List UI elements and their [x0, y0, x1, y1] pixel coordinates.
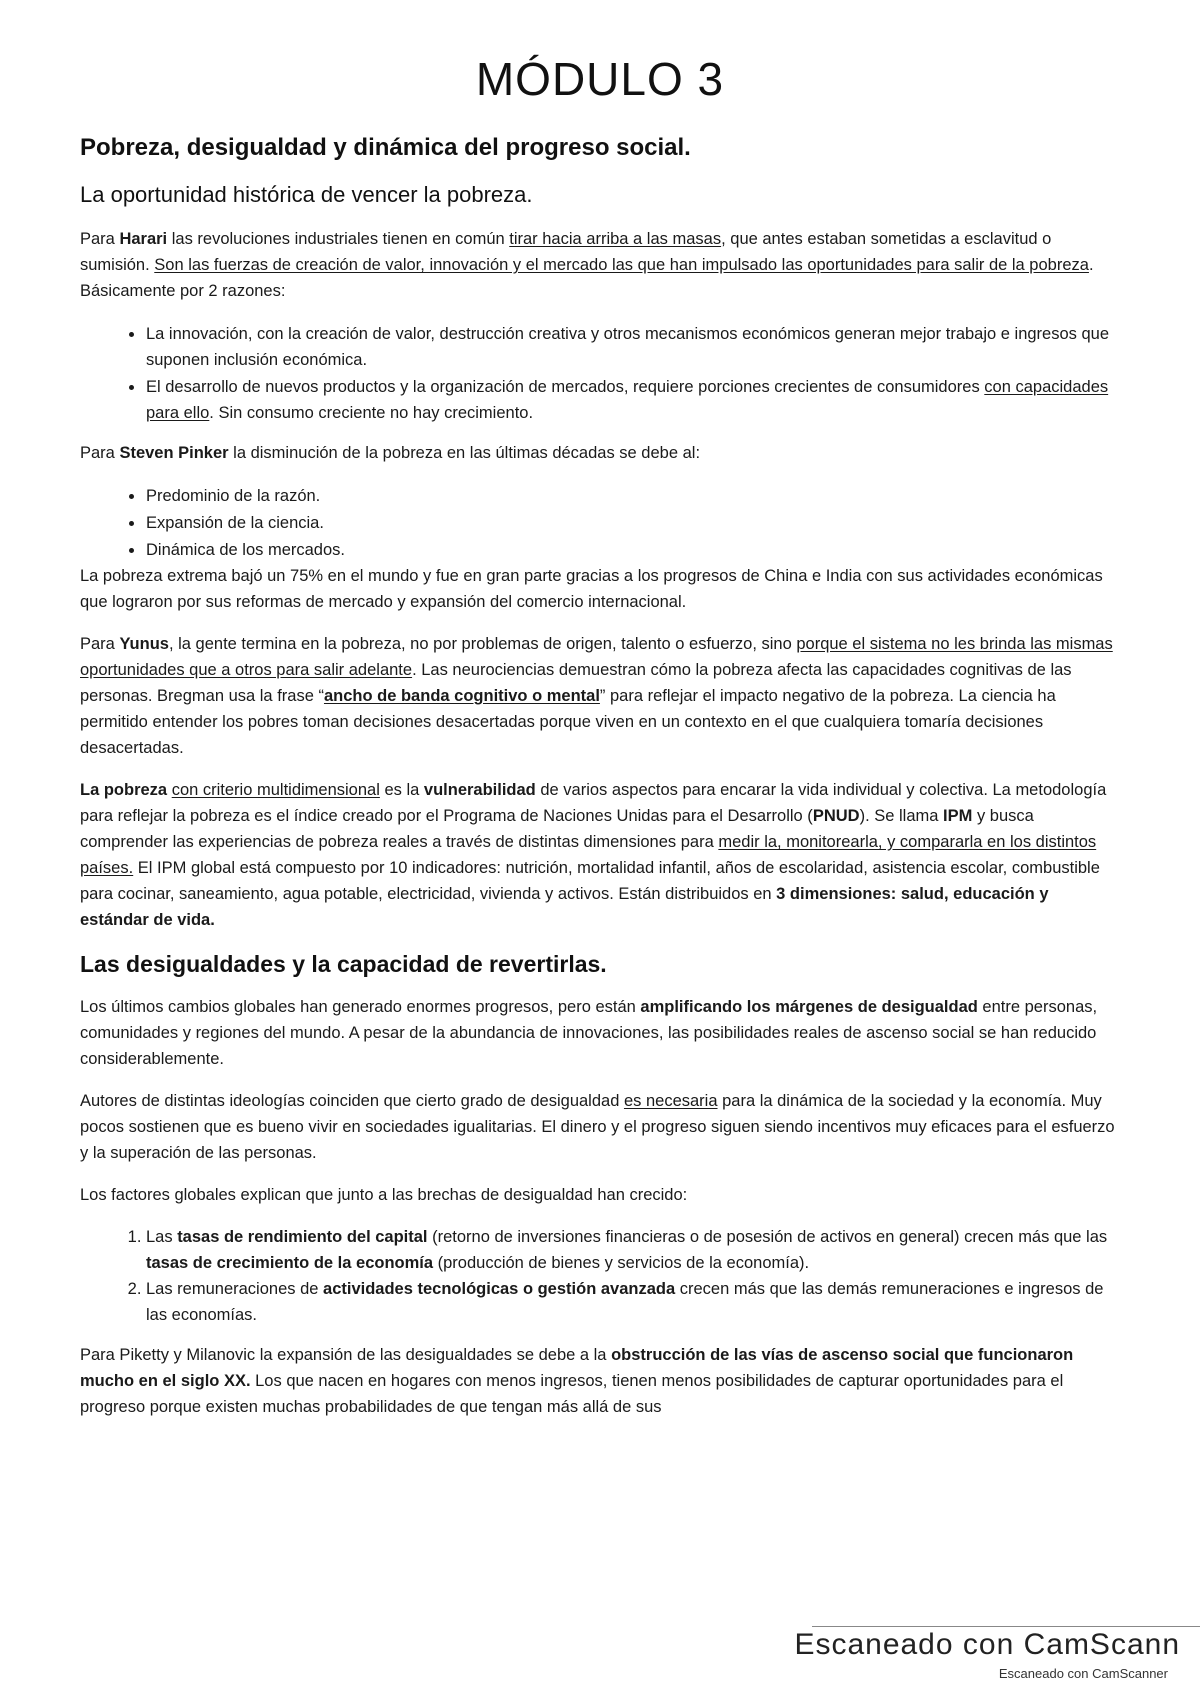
page-subtitle: Pobreza, desigualdad y dinámica del progreso social. [80, 134, 691, 161]
paragraph-multidimensional: La pobreza con criterio multidimensional es la vulnerabilidad de varios aspectos para encarar la vida individual y colectiva. La metodología para reflejar la pobreza es el índice creado por el Programa de Naciones Unidas para el Desarrollo (PNUD). Se llama IPM y busca comprender las experiencias de pobreza reales a través de distintas dimensiones para medir la, monitorearla, y compararla en los distintos países. El IPM global está compuesto por 10 indicadores: nutrición, mortalidad infantil, años de escolaridad, asistencia escolar, combustible para cocinar, saneamiento, agua potable, electricidad, vivienda y activos. Están distribuidos en 3 dimensiones: salud, educación y estándar de vida. [80, 781, 1107, 929]
document-page [80, 52, 1120, 1420]
paragraph-piketty: Para Piketty y Milanovic la expansión de las desigualdades se debe a la obstrucción de las vías de ascenso social que funcionaron mucho en el siglo XX. Los que nacen en hogares con menos ingresos, tienen menos posibilidades de capturar oportunidades para el progreso porque existen muchas probabilidades de que tengan más allá de sus [80, 1346, 1074, 1416]
paragraph-pinker: Para Steven Pinker la disminución de la pobreza en las últimas décadas se debe al: [80, 444, 701, 462]
list-item: • El desarrollo de nuevos productos y la organización de mercados, requiere porciones crecientes de consumidores con capacidades para ello. Sin consumo creciente no hay crecimiento. [146, 373, 1120, 426]
list-item: 2. Las remuneraciones de actividades tecnológicas o gestión avanzada crecen más que las demás remuneraciones e ingresos de las economías. [146, 1276, 1120, 1328]
list-item: • Dinámica de los mercados. [146, 536, 1120, 563]
paragraph-harari: Para Harari las revoluciones industriales tienen en común tirar hacia arriba a las masas, que antes estaban sometidas a esclavitud o sumisión. Son las fuerzas de creación de valor, innovación y el mercado las que han impulsado las oportunidades para salir de la pobreza. Básicamente por 2 razones: [80, 230, 1094, 300]
pinker-list [80, 482, 1120, 563]
factors-list [80, 1224, 1120, 1328]
list-item: • Predominio de la razón. [146, 482, 1120, 509]
page-title: MÓDULO 3 [475, 53, 725, 105]
section-title-1: La oportunidad histórica de vencer la pobreza. [80, 182, 533, 207]
list-item: 1. Las tasas de rendimiento del capital (retorno de inversiones financieras o de posesión de activos en general) crecen más que las tasas de crecimiento de la economía (producción de bienes y servicios de la economía). [146, 1224, 1120, 1276]
list-item: • Expansión de la ciencia. [146, 509, 1120, 536]
section-title-2: Las desigualdades y la capacidad de revertirlas. [80, 951, 607, 977]
paragraph-yunus: Para Yunus, la gente termina en la pobreza, no por problemas de origen, talento o esfuerzo, sino porque el sistema no les brinda las mismas oportunidades que a otros para salir adelante. Las neurociencias demuestran cómo la pobreza afecta las capacidades cognitivas de las personas. Bregman usa la frase “ancho de banda cognitivo o mental” para reflejar el impacto negativo de la pobreza. La ciencia ha permitido entender los pobres toman decisiones desacertadas porque viven en un contexto en el que cualquiera tomaría decisiones desacertadas. [80, 635, 1113, 757]
camscanner-watermark-small: Escaneado con CamScanner [998, 1666, 1168, 1681]
paragraph-extreme-poverty: La pobreza extrema bajó un 75% en el mundo y fue en gran parte gracias a los progresos de China e India con sus actividades económicas que lograron por sus reformas de mercado y expansión del comercio internacional. [80, 567, 1103, 611]
reasons-list [80, 320, 1120, 426]
list-item: • La innovación, con la creación de valor, destrucción creativa y otros mecanismos económicos generan mejor trabajo e ingresos que suponen inclusión económica. [146, 320, 1120, 373]
camscanner-watermark: Escaneado con CamScann [794, 1628, 1180, 1661]
footer-divider [812, 1626, 1200, 1627]
paragraph-authors: Autores de distintas ideologías coinciden que cierto grado de desigualdad es necesaria para la dinámica de la sociedad y la economía. Muy pocos sostienen que es bueno vivir en sociedades igualitarias. El dinero y el progreso siguen siendo incentivos muy eficaces para el esfuerzo y la superación de las personas. [80, 1092, 1115, 1162]
paragraph-global-factors: Los factores globales explican que junto a las brechas de desigualdad han crecido: [80, 1186, 688, 1204]
paragraph-global-changes: Los últimos cambios globales han generado enormes progresos, pero están amplificando los márgenes de desigualdad entre personas, comunidades y regiones del mundo. A pesar de la abundancia de innovaciones, las posibilidades reales de ascenso social se han reducido considerablemente. [80, 998, 1098, 1068]
